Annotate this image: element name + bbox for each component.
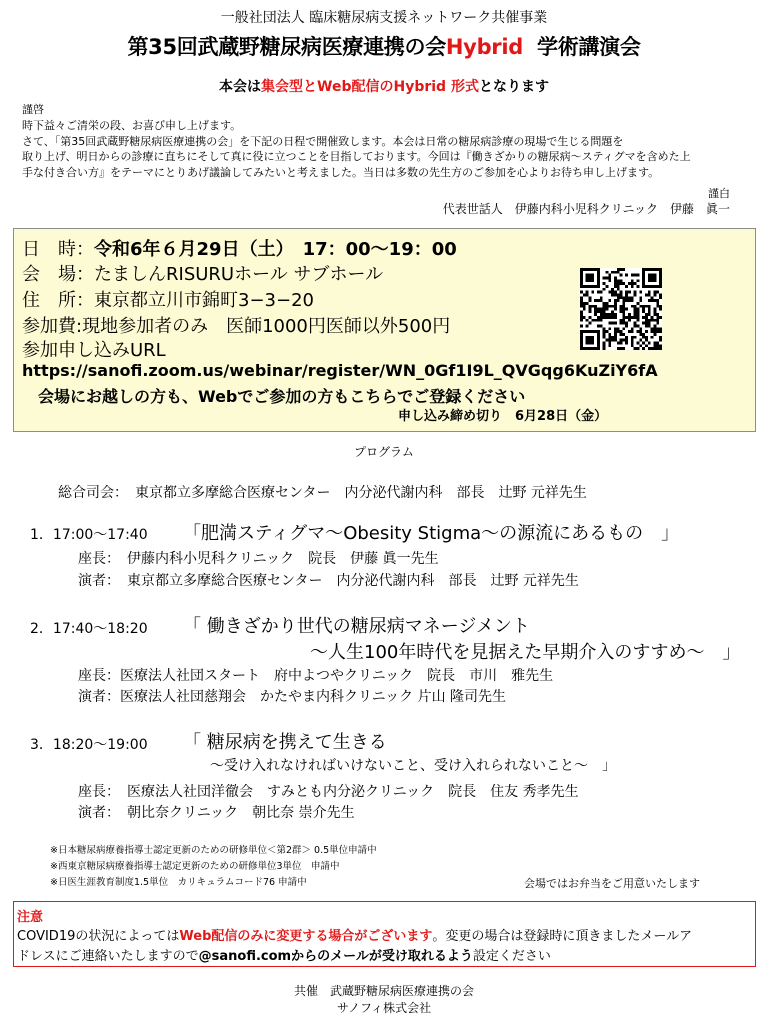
registration-label: 参加申し込みURL — [22, 340, 166, 361]
session-speaker: 演者： 東京都立多摩総合医療センター 内分泌代謝内科 部長 辻野 元祥先生 — [78, 573, 579, 589]
title-main: 第35回武蔵野糖尿病医療連携の会 — [127, 35, 446, 59]
registration-call-to-action: 会場にお越しの方も、Webでご参加の方もこちらでご登録ください — [38, 387, 526, 406]
page-title — [0, 31, 768, 61]
event-date — [22, 239, 457, 261]
session-title: 「 糖尿病を携えて生きる — [183, 732, 387, 753]
footnote: ※日医生涯教育制度1.5単位 カリキュラムコード76 申請中 — [50, 877, 307, 888]
session-chair: 座長：医療法人社団スタート 府中よつやクリニック 院長 市川 雅先生 — [78, 668, 554, 684]
letter-line: さて、「第35回武蔵野糖尿病医療連携の会」を下記の日程で開催致します。本会は日常の糖尿病診療の現場で生じる問題を — [22, 135, 624, 148]
notice-emphasis: @sanofi.comからのメールが受け取れるよう — [198, 949, 473, 964]
session-chair: 座長： 伊藤内科小児科クリニック 院長 伊藤 眞一先生 — [78, 551, 439, 567]
footer-company: サノフィ株式会社 — [336, 1001, 432, 1015]
title-hybrid: Hybrid — [445, 35, 523, 59]
letter-line: 手な付き合い方』をテーマにとりあげ議論してみたいと考えました。当日は多数の先生方のご参加を心よりお待ち申し上げます。 — [22, 166, 660, 179]
subtitle-pre: 本会は — [219, 79, 262, 95]
program-mc: 総合司会： 東京都立多摩総合医療センター 内分泌代謝内科 部長 辻野 元祥先生 — [58, 485, 587, 501]
notice-text: 。変更の場合は登録時に頂きましたメールア — [432, 929, 693, 944]
page-subtitle — [0, 76, 768, 96]
letter-line: 時下益々ご清栄の段、お喜び申し上げます。 — [22, 119, 242, 132]
subtitle-post: となります — [478, 79, 549, 95]
footnote: ※西東京糖尿病療養指導士認定更新のための研修単位3単位 申請中 — [50, 861, 340, 872]
session-chair: 座長： 医療法人社団洋徹会 すみとも内分泌クリニック 院長 住友 秀孝先生 — [78, 784, 579, 800]
registration-url-link[interactable]: https://sanofi.zoom.us/webinar/register/WN_0Gf1I9L_QVGqg6KuZiY6fA — [22, 361, 658, 380]
session-time: 2．17:40～18:20 — [30, 621, 148, 637]
notice-title: 注意 — [17, 910, 44, 925]
organizer-line: 一般社団法人 臨床糖尿病支援ネットワーク共催事業 — [220, 10, 548, 26]
footer-cohost: 共催 武蔵野糖尿病医療連携の会 — [293, 984, 474, 998]
session-subtitle: ～受け入れなければいけないこと、受け入れられないこと～ 」 — [210, 758, 616, 774]
session-speaker: 演者：医療法人社団慈翔会 かたやま内科クリニック 片山 隆司先生 — [78, 689, 507, 705]
event-date-label: 日 時： — [22, 239, 94, 260]
representative: 代表世話人 伊藤内科小児科クリニック 伊藤 眞一 — [442, 202, 730, 216]
session-title: 「肥満スティグマ～Obesity Stigma～の源流にあるもの 」 — [183, 523, 680, 544]
notice-line — [17, 945, 551, 964]
letter-closing: 謹白 — [708, 187, 730, 200]
letter-line: 取り上げ、明日からの診療に直ちにそして真に役に立つことを目指しております。今回は『働きざかりの糖尿病～スティグマを含めた上 — [22, 150, 691, 163]
notice-line — [17, 925, 692, 944]
session-title: 「 働きざかり世代の糖尿病マネージメント — [183, 616, 530, 637]
event-address: 住 所：東京都立川市錦町3−3−20 — [22, 290, 314, 311]
event-date-value: 令和6年６月29日（土） 17：00～19：00 — [94, 239, 457, 260]
letter-opening: 謹啓 — [22, 103, 44, 116]
event-venue: 会 場：たましんRISURUホール サブホール — [22, 264, 384, 285]
notice-text: ドレスにご連絡いたしますので — [17, 949, 199, 964]
registration-deadline: 申し込み締め切り 6月28日（金） — [398, 409, 608, 424]
session-time: 1．17:00～17:40 — [30, 527, 148, 543]
session-subtitle: ～人生100年時代を見据えた早期介入のすすめ～ 」 — [310, 642, 741, 663]
title-tail: 学術講演会 — [537, 35, 641, 59]
subtitle-emphasis: 集会型とWeb配信のHybrid 形式 — [261, 79, 479, 95]
notice-emphasis: Web配信のみに変更する場合がございます — [179, 929, 433, 944]
bento-note: 会場ではお弁当をご用意いたします — [524, 877, 700, 890]
session-time: 3．18:20～19:00 — [30, 737, 148, 753]
qr-code-icon[interactable] — [580, 268, 662, 350]
notice-text: COVID19の状況によっては — [17, 929, 180, 944]
event-fee: 参加費:現地参加者のみ 医師1000円医師以外500円 — [22, 316, 451, 337]
notice-text: 設定ください — [472, 949, 551, 964]
footnote: ※日本糖尿病療養指導士認定更新のための研修単位＜第2群＞ 0.5単位申請中 — [50, 845, 377, 856]
program-heading: プログラム — [354, 445, 414, 459]
session-speaker: 演者： 朝比奈クリニック 朝比奈 崇介先生 — [78, 805, 355, 821]
